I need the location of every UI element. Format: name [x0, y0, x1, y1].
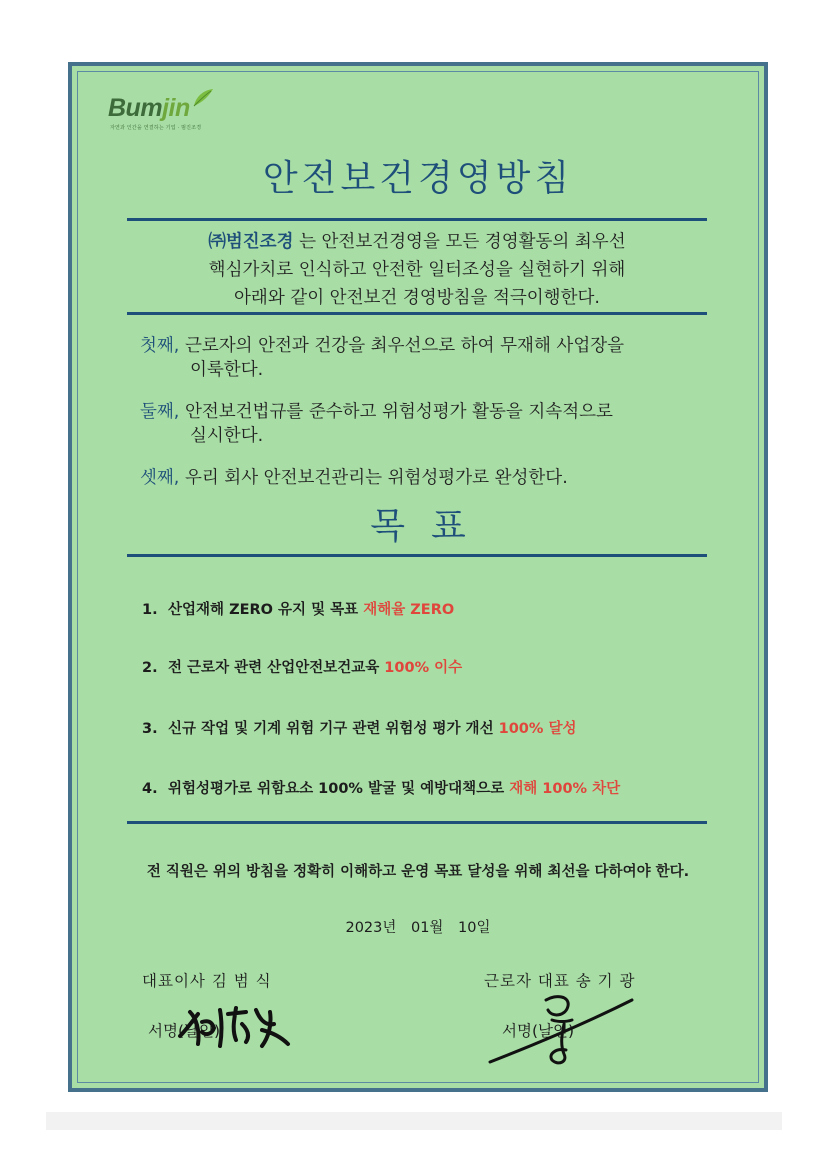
goal-text: 신규 작업 및 기계 위험 기구 관련 위험성 평가 개선 [168, 721, 499, 737]
goal-item [142, 656, 722, 677]
policy-text: 이룩한다. [190, 360, 264, 380]
worker-rep-sign-label: 서명(날인) [502, 1022, 574, 1040]
policy-text: 우리 회사 안전보건관리는 위험성평가로 완성한다. [179, 468, 568, 488]
divider [127, 218, 707, 221]
policy-text: 실시한다. [190, 426, 264, 446]
goal-text: 위험성평가로 위함요소 100% 발굴 및 예방대책으로 [168, 781, 510, 797]
leaf-icon [192, 88, 214, 108]
policy-text: 근로자의 안전과 건강을 최우선으로 하여 무재해 사업장을 [179, 336, 625, 356]
goal-number: 2. [142, 660, 158, 676]
ceo-title: 대표이사 김 범 식 [142, 972, 272, 990]
company-logo [108, 94, 218, 138]
divider [127, 821, 707, 824]
logo-tagline: 자연과 인간을 연결하는 기업 · 범진조경 [110, 125, 202, 131]
goal-number: 4. [142, 781, 158, 797]
logo-word-jin: jin [162, 94, 190, 122]
intro-line: 핵심가치로 인식하고 안전한 일터조성을 실현하기 위해 [208, 260, 626, 280]
goal-number: 1. [142, 602, 158, 618]
issue-date: 2023년 01월 10일 [345, 920, 491, 936]
policy-label: 셋째, [140, 468, 180, 488]
policy-item [140, 334, 700, 382]
intro-paragraph [127, 228, 707, 312]
intro-text: 는 안전보건경영을 모든 경영활동의 최우선 [293, 232, 626, 252]
goal-highlight: 재해 100% 차단 [509, 781, 621, 797]
logo-wordmark [108, 94, 190, 123]
goal-text: 전 근로자 관련 산업안전보건교육 [168, 660, 385, 676]
goal-item [142, 777, 722, 798]
goal-item [142, 598, 722, 619]
intro-line: 아래와 같이 안전보건 경영방침을 적극이행한다. [234, 288, 600, 308]
goals-heading: 목표 [370, 506, 492, 547]
divider [127, 312, 707, 315]
divider [127, 554, 707, 557]
policy-item [140, 466, 700, 490]
company-name: ㈜범진조경 [208, 232, 294, 252]
policy-label: 둘째, [140, 402, 180, 422]
policy-item [140, 400, 700, 448]
worker-rep-signature [486, 988, 636, 1072]
goal-highlight: 100% 달성 [498, 721, 577, 737]
intro-line [127, 228, 707, 256]
ceo-sign-label: 서명(날인) [148, 1022, 220, 1040]
worker-rep-title: 근로자 대표 송 기 광 [484, 972, 636, 990]
page-title: 안전보건경영방침 [262, 158, 574, 199]
policy-text: 안전보건법규를 준수하고 위험성평가 활동을 지속적으로 [179, 402, 613, 422]
ceo-signature [176, 1000, 296, 1052]
logo-word-bum: Bum [108, 94, 163, 122]
policy-certificate [68, 62, 768, 1092]
goal-highlight: 재해율 ZERO [363, 602, 455, 618]
closing-statement: 전 직원은 위의 방침을 정확히 이해하고 운영 목표 달성을 위해 최선을 다하여야 한다. [146, 864, 690, 880]
goal-text: 산업재해 ZERO 유지 및 목표 [168, 602, 364, 618]
goal-number: 3. [142, 721, 158, 737]
goal-highlight: 100% 이수 [384, 660, 463, 676]
goal-item [142, 717, 722, 738]
policy-label: 첫째, [140, 336, 180, 356]
page-edge [46, 1112, 782, 1130]
